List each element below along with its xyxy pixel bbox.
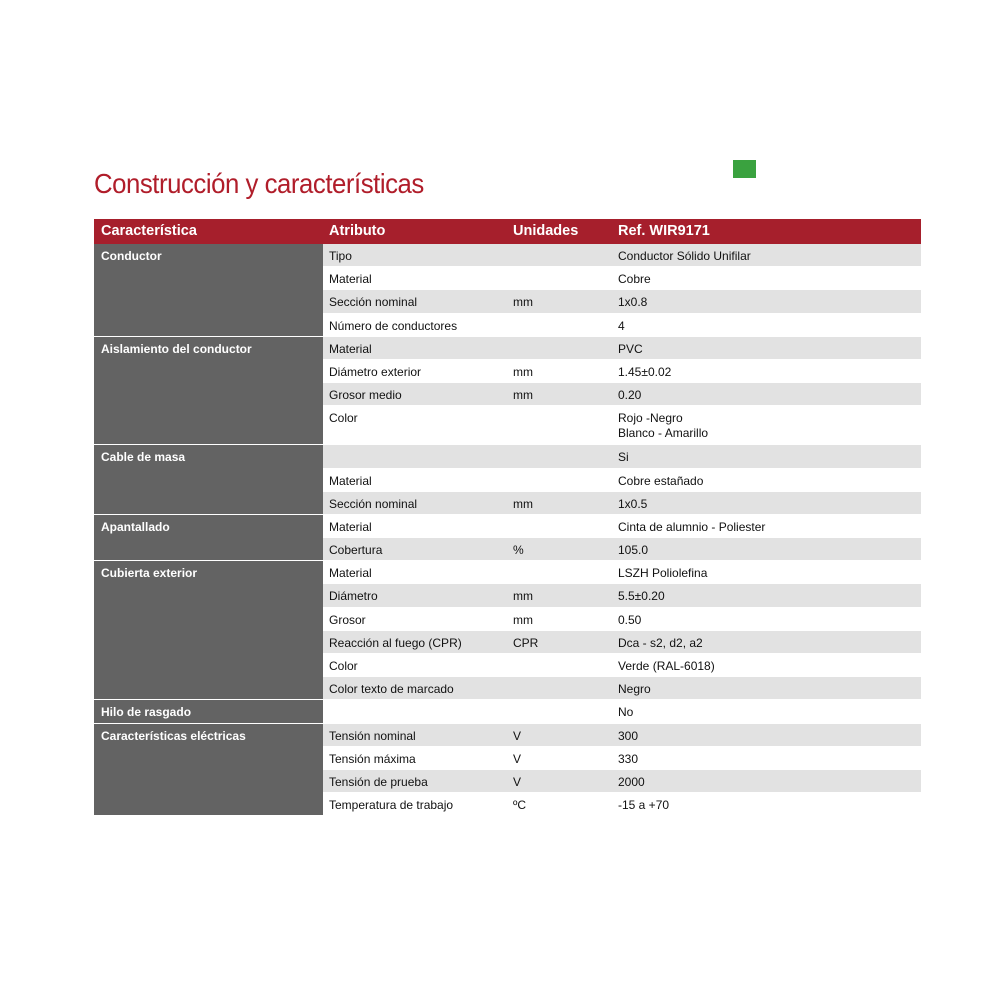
row-attribute: Material bbox=[329, 566, 372, 581]
row-value: No bbox=[618, 705, 634, 720]
row-value: Verde (RAL-6018) bbox=[618, 659, 715, 673]
specs-table bbox=[94, 219, 921, 816]
header-unidades: Unidades bbox=[513, 223, 579, 239]
row-unit: CPR bbox=[513, 635, 539, 650]
row-value: 2000 bbox=[618, 774, 645, 789]
table-row bbox=[323, 747, 921, 770]
table-group bbox=[94, 724, 921, 817]
row-value: -15 a +70 bbox=[618, 798, 670, 813]
row-value: Cobre estañado bbox=[618, 473, 704, 488]
row-unit: mm bbox=[513, 295, 533, 310]
row-attribute: Material bbox=[329, 272, 372, 287]
table-row bbox=[323, 406, 921, 445]
table-row bbox=[323, 584, 921, 607]
row-value: Cinta de alumnio - Poliester bbox=[618, 519, 766, 534]
row-value: 300 bbox=[618, 728, 639, 743]
color-swatch bbox=[733, 160, 756, 178]
header-caracteristica: Característica bbox=[101, 223, 197, 239]
row-value: 0.50 bbox=[618, 612, 642, 627]
table-header bbox=[94, 219, 921, 244]
row-attribute: Temperatura de trabajo bbox=[329, 798, 454, 813]
row-attribute: Diámetro exterior bbox=[329, 364, 422, 379]
group-name: Aislamiento del conductor bbox=[94, 337, 323, 446]
group-name: Características eléctricas bbox=[94, 724, 323, 817]
row-value: Dca - s2, d2, a2 bbox=[618, 635, 703, 650]
row-attribute: Grosor bbox=[329, 612, 366, 627]
row-unit: V bbox=[513, 774, 522, 789]
group-name: Cable de masa bbox=[94, 445, 323, 515]
row-value: Negro bbox=[618, 682, 651, 697]
row-value: 330 bbox=[618, 751, 639, 766]
row-attribute: Color bbox=[329, 659, 358, 673]
row-attribute: Material bbox=[329, 473, 372, 488]
row-attribute: Color texto de marcado bbox=[329, 682, 454, 697]
table-row bbox=[323, 445, 921, 468]
table-row bbox=[323, 538, 921, 561]
table-group bbox=[94, 244, 921, 337]
row-value: 1x0.8 bbox=[618, 295, 648, 310]
table-row bbox=[323, 561, 921, 584]
row-value: LSZH Poliolefina bbox=[618, 566, 708, 581]
group-name: Hilo de rasgado bbox=[94, 700, 323, 723]
row-attribute: Reacción al fuego (CPR) bbox=[329, 635, 462, 650]
row-value: Si bbox=[618, 450, 629, 465]
row-value: 1.45±0.02 bbox=[618, 364, 672, 379]
row-value: 1x0.5 bbox=[618, 496, 648, 511]
row-attribute: Color bbox=[329, 411, 358, 426]
row-attribute: Sección nominal bbox=[329, 496, 418, 511]
row-unit: % bbox=[513, 543, 524, 558]
table-row bbox=[323, 654, 921, 677]
group-name: Conductor bbox=[94, 244, 323, 337]
table-row bbox=[323, 244, 921, 267]
row-value: 105.0 bbox=[618, 543, 649, 558]
table-row bbox=[323, 677, 921, 700]
row-value: 4 bbox=[618, 318, 625, 333]
row-unit: ºC bbox=[513, 798, 527, 813]
table-row bbox=[323, 337, 921, 360]
row-value: Conductor Sólido Unifilar bbox=[618, 249, 751, 263]
row-unit: mm bbox=[513, 612, 533, 627]
table-row bbox=[323, 492, 921, 515]
table-row bbox=[323, 383, 921, 406]
row-attribute: Sección nominal bbox=[329, 295, 418, 310]
row-attribute: Tensión nominal bbox=[329, 728, 416, 743]
row-unit: mm bbox=[513, 364, 533, 379]
table-row bbox=[323, 290, 921, 313]
row-unit: V bbox=[513, 728, 522, 743]
group-name: Cubierta exterior bbox=[94, 561, 323, 700]
row-attribute: Material bbox=[329, 341, 372, 356]
table-group bbox=[94, 337, 921, 446]
row-value: Cobre bbox=[618, 272, 651, 287]
row-unit: V bbox=[513, 751, 522, 766]
table-group bbox=[94, 445, 921, 515]
row-value: Rojo -Negro Blanco - Amarillo bbox=[618, 411, 709, 441]
table-group bbox=[94, 515, 921, 561]
table-row bbox=[323, 608, 921, 631]
row-unit: mm bbox=[513, 496, 533, 511]
table-row bbox=[323, 770, 921, 793]
table-row bbox=[323, 515, 921, 538]
page-title: Construcción y características bbox=[94, 168, 424, 199]
row-value: PVC bbox=[618, 341, 643, 356]
table-row bbox=[323, 724, 921, 747]
table-row bbox=[323, 793, 921, 816]
row-attribute: Tensión máxima bbox=[329, 751, 416, 766]
row-attribute: Cobertura bbox=[329, 543, 383, 558]
row-attribute: Tipo bbox=[329, 249, 352, 263]
row-attribute: Diámetro bbox=[329, 589, 378, 604]
table-row bbox=[323, 700, 921, 723]
table-row bbox=[323, 314, 921, 337]
table-group bbox=[94, 561, 921, 700]
row-attribute: Tensión de prueba bbox=[329, 774, 428, 789]
row-attribute: Grosor medio bbox=[329, 388, 402, 403]
table-row bbox=[323, 267, 921, 290]
row-value: 0.20 bbox=[618, 388, 642, 403]
table-row bbox=[323, 469, 921, 492]
row-value: 5.5±0.20 bbox=[618, 589, 665, 604]
row-attribute: Número de conductores bbox=[329, 318, 458, 333]
table-group bbox=[94, 700, 921, 723]
table-body bbox=[94, 244, 921, 816]
row-unit: mm bbox=[513, 388, 533, 403]
row-attribute: Material bbox=[329, 519, 372, 534]
group-name: Apantallado bbox=[94, 515, 323, 561]
header-ref: Ref. WIR9171 bbox=[618, 223, 710, 239]
header-atributo: Atributo bbox=[329, 223, 386, 239]
table-row bbox=[323, 360, 921, 383]
table-row bbox=[323, 631, 921, 654]
row-unit: mm bbox=[513, 589, 533, 604]
